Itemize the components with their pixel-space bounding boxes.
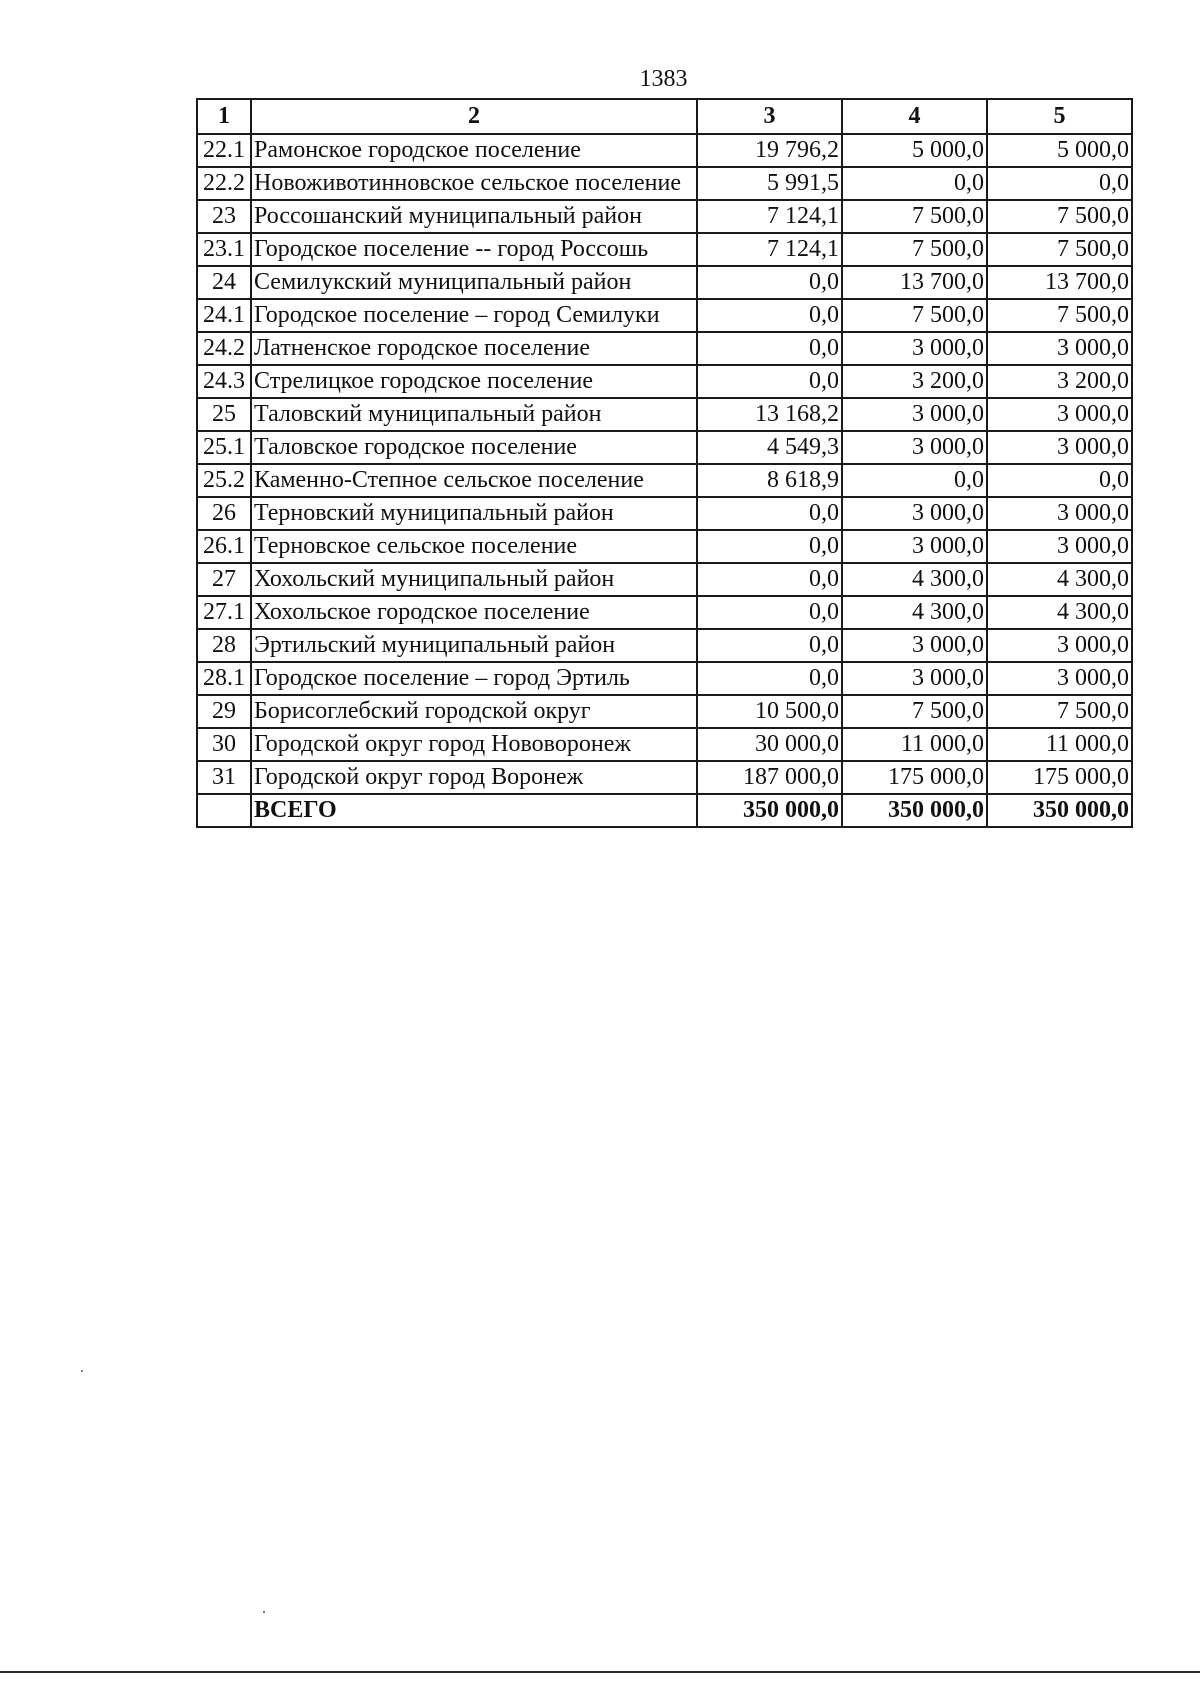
value-col-4: 3 200,0 [842,365,987,398]
column-header: 2 [251,99,697,134]
value-col-4: 7 500,0 [842,233,987,266]
row-number: 27.1 [197,596,251,629]
municipality-name: Таловское городское поселение [251,431,697,464]
row-number: 23.1 [197,233,251,266]
page-number: 1383 [639,66,688,92]
municipality-name: Городское поселение – город Эртиль [251,662,697,695]
municipality-name: Городской округ город Воронеж [251,761,697,794]
value-col-4: 7 500,0 [842,695,987,728]
table-row [197,167,1132,200]
value-col-3: 0,0 [697,563,842,596]
table-row [197,266,1132,299]
municipality-name: Семилукский муниципальный район [251,266,697,299]
row-number: 23 [197,200,251,233]
table-row [197,431,1132,464]
value-col-5: 0,0 [987,167,1132,200]
row-number: 25 [197,398,251,431]
table-row [197,563,1132,596]
municipality-name: Городское поселение – город Семилуки [251,299,697,332]
row-number: 30 [197,728,251,761]
table-row [197,332,1132,365]
row-number [197,794,251,827]
municipality-name: Хохольское городское поселение [251,596,697,629]
table-row [197,761,1132,794]
municipality-name: Стрелицкое городское поселение [251,365,697,398]
value-col-3: 7 124,1 [697,200,842,233]
value-col-4: 0,0 [842,167,987,200]
row-number: 22.2 [197,167,251,200]
column-header: 3 [697,99,842,134]
table-row [197,134,1132,167]
total-col-3: 350 000,0 [697,794,842,827]
value-col-4: 11 000,0 [842,728,987,761]
value-col-4: 7 500,0 [842,200,987,233]
value-col-5: 175 000,0 [987,761,1132,794]
table-row [197,596,1132,629]
value-col-5: 7 500,0 [987,695,1132,728]
table-row [197,629,1132,662]
value-col-4: 4 300,0 [842,563,987,596]
column-header: 1 [197,99,251,134]
value-col-3: 7 124,1 [697,233,842,266]
table-row [197,299,1132,332]
column-header: 5 [987,99,1132,134]
value-col-4: 3 000,0 [842,398,987,431]
value-col-3: 8 618,9 [697,464,842,497]
table-row [197,200,1132,233]
value-col-5: 3 000,0 [987,662,1132,695]
municipality-name: Россошанский муниципальный район [251,200,697,233]
value-col-3: 0,0 [697,530,842,563]
value-col-3: 0,0 [697,332,842,365]
value-col-4: 3 000,0 [842,662,987,695]
row-number: 24.1 [197,299,251,332]
value-col-5: 5 000,0 [987,134,1132,167]
value-col-3: 0,0 [697,596,842,629]
municipality-name: Хохольский муниципальный район [251,563,697,596]
table-row [197,497,1132,530]
scan-speck [263,1611,265,1613]
row-number: 28 [197,629,251,662]
value-col-4: 3 000,0 [842,332,987,365]
value-col-4: 0,0 [842,464,987,497]
value-col-5: 0,0 [987,464,1132,497]
value-col-5: 3 000,0 [987,431,1132,464]
value-col-3: 30 000,0 [697,728,842,761]
value-col-3: 13 168,2 [697,398,842,431]
value-col-3: 0,0 [697,266,842,299]
municipality-name: Терновское сельское поселение [251,530,697,563]
total-label: ВСЕГО [251,794,697,827]
value-col-3: 187 000,0 [697,761,842,794]
budget-table [196,98,1133,828]
value-col-5: 3 000,0 [987,398,1132,431]
value-col-4: 3 000,0 [842,431,987,464]
value-col-5: 7 500,0 [987,200,1132,233]
row-number: 26.1 [197,530,251,563]
table-header-row [197,99,1132,134]
value-col-3: 0,0 [697,365,842,398]
municipality-name: Эртильский муниципальный район [251,629,697,662]
total-col-5: 350 000,0 [987,794,1132,827]
row-number: 27 [197,563,251,596]
value-col-3: 0,0 [697,662,842,695]
row-number: 22.1 [197,134,251,167]
value-col-3: 0,0 [697,299,842,332]
table-row [197,398,1132,431]
value-col-5: 7 500,0 [987,299,1132,332]
row-number: 25.2 [197,464,251,497]
municipality-name: Терновский муниципальный район [251,497,697,530]
table-row [197,365,1132,398]
value-col-5: 11 000,0 [987,728,1132,761]
value-col-3: 0,0 [697,629,842,662]
municipality-name: Рамонское городское поселение [251,134,697,167]
value-col-5: 3 000,0 [987,497,1132,530]
value-col-3: 5 991,5 [697,167,842,200]
table-row [197,530,1132,563]
value-col-5: 4 300,0 [987,596,1132,629]
table-row [197,662,1132,695]
value-col-3: 0,0 [697,497,842,530]
value-col-4: 7 500,0 [842,299,987,332]
row-number: 28.1 [197,662,251,695]
municipality-name: Латненское городское поселение [251,332,697,365]
value-col-3: 4 549,3 [697,431,842,464]
value-col-4: 4 300,0 [842,596,987,629]
table-row [197,233,1132,266]
value-col-5: 3 200,0 [987,365,1132,398]
value-col-5: 3 000,0 [987,530,1132,563]
value-col-3: 10 500,0 [697,695,842,728]
table-row [197,728,1132,761]
row-number: 26 [197,497,251,530]
total-col-4: 350 000,0 [842,794,987,827]
value-col-5: 13 700,0 [987,266,1132,299]
value-col-4: 5 000,0 [842,134,987,167]
table-row [197,464,1132,497]
municipality-name: Борисоглебский городской округ [251,695,697,728]
row-number: 31 [197,761,251,794]
municipality-name: Каменно-Степное сельское поселение [251,464,697,497]
municipality-name: Городской округ город Нововоронеж [251,728,697,761]
value-col-5: 7 500,0 [987,233,1132,266]
column-header: 4 [842,99,987,134]
value-col-4: 13 700,0 [842,266,987,299]
value-col-4: 3 000,0 [842,629,987,662]
total-row [197,794,1132,827]
value-col-4: 175 000,0 [842,761,987,794]
table-row [197,695,1132,728]
municipality-name: Таловский муниципальный район [251,398,697,431]
value-col-3: 19 796,2 [697,134,842,167]
row-number: 24 [197,266,251,299]
municipality-name: Городское поселение -- город Россошь [251,233,697,266]
value-col-4: 3 000,0 [842,530,987,563]
page-bottom-rule [0,1671,1200,1673]
row-number: 29 [197,695,251,728]
value-col-5: 3 000,0 [987,332,1132,365]
row-number: 25.1 [197,431,251,464]
value-col-4: 3 000,0 [842,497,987,530]
row-number: 24.3 [197,365,251,398]
value-col-5: 3 000,0 [987,629,1132,662]
value-col-5: 4 300,0 [987,563,1132,596]
scan-speck [81,1370,83,1372]
municipality-name: Новоживотинновское сельское поселение [251,167,697,200]
row-number: 24.2 [197,332,251,365]
